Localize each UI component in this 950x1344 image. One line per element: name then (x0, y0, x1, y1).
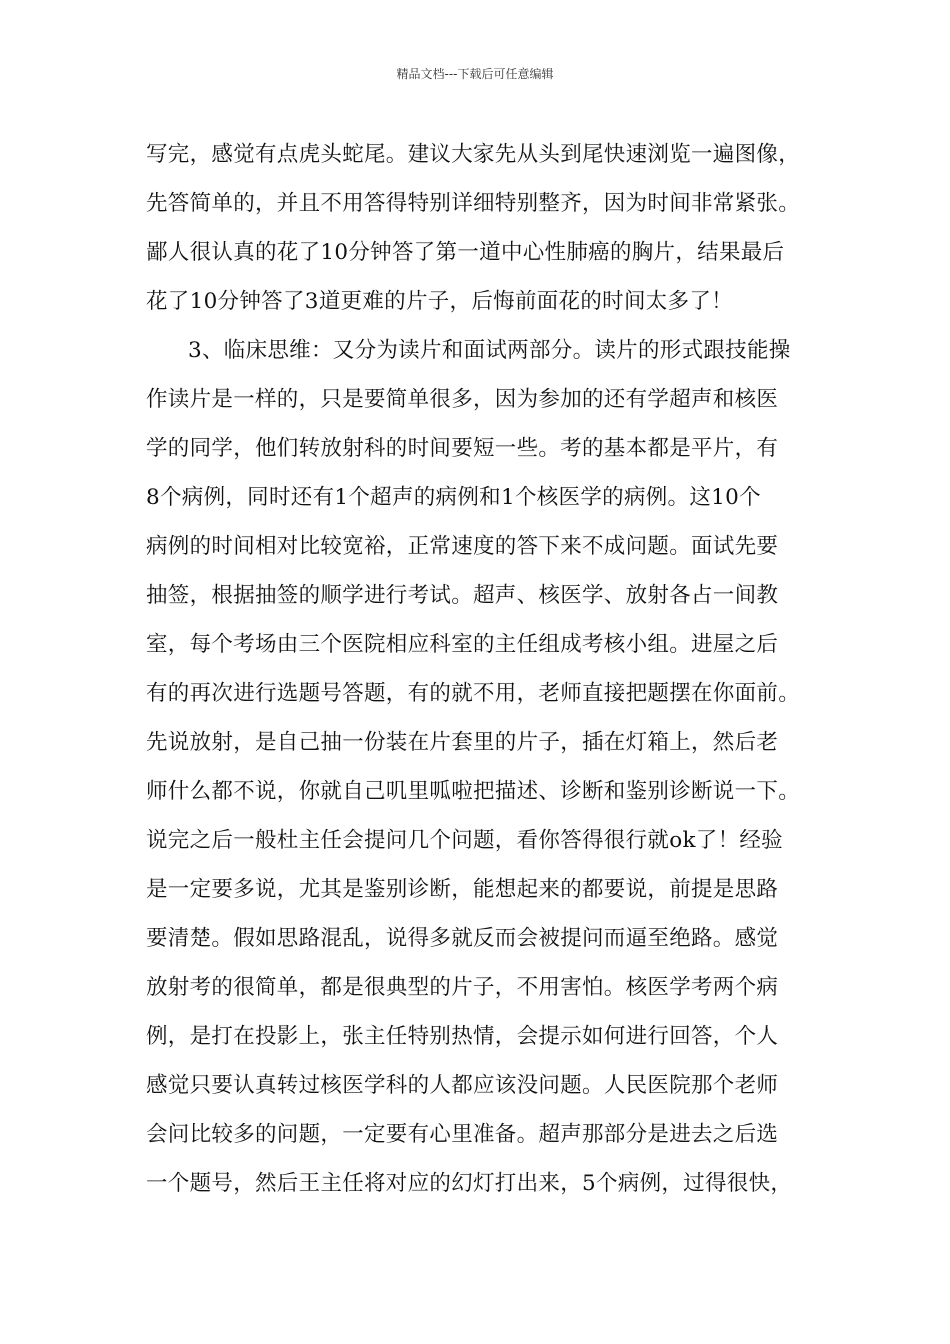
text-line: 写完，感觉有点虎头蛇尾。建议大家先从头到尾快速浏览一遍图像， (146, 142, 801, 167)
text-line: 先说放射，是自己抽一份装在片套里的片子，插在灯箱上，然后老 (146, 730, 779, 755)
text-line: 有的再次进行选题号答题，有的就不用，老师直接把题摆在你面前。 (146, 681, 801, 706)
text-line: 先答简单的，并且不用答得特别详细特别整齐，因为时间非常紧张。 (146, 191, 801, 216)
text-line: 抽签，根据抽签的顺学进行考试。超声、核医学、放射各占一间教 (146, 583, 779, 608)
page-header: 精品文档---下载后可任意编辑 (396, 67, 554, 81)
text-line: 学的同学，他们转放射科的时间要短一些。考的基本都是平片，有 (146, 436, 779, 461)
document-body (146, 130, 826, 1208)
text-line: 室，每个考场由三个医院相应科室的主任组成考核小组。进屋之后 (146, 632, 779, 657)
text-line: 放射考的很简单，都是很典型的片子，不用害怕。核医学考两个病 (146, 975, 779, 1000)
text-line: 说完之后一般杜主任会提问几个问题，看你答得很行就ok了！经验 (146, 828, 783, 853)
text-line: 作读片是一样的，只是要简单很多，因为参加的还有学超声和核医 (146, 387, 779, 412)
text-line: 感觉只要认真转过核医学科的人都应该没问题。人民医院那个老师 (146, 1073, 779, 1098)
text-line-paragraph-start: 3、临床思维：又分为读片和面试两部分。读片的形式跟技能操 (188, 338, 791, 363)
text-line: 师什么都不说，你就自己叽里呱啦把描述、诊断和鉴别诊断说一下。 (146, 779, 801, 804)
text-line: 鄙人很认真的花了10分钟答了第一道中心性肺癌的胸片，结果最后 (146, 240, 785, 265)
text-line: 例，是打在投影上，张主任特别热情，会提示如何进行回答，个人 (146, 1024, 779, 1049)
text-line: 花了10分钟答了3道更难的片子，后悔前面花的时间太多了！ (146, 289, 733, 314)
text-line: 8个病例，同时还有1个超声的病例和1个核医学的病例。这10个 (146, 485, 761, 510)
text-line: 会问比较多的问题，一定要有心里准备。超声那部分是进去之后选 (146, 1122, 779, 1147)
text-line: 要清楚。假如思路混乱，说得多就反而会被提问而逼至绝路。感觉 (146, 926, 779, 951)
text-line: 是一定要多说，尤其是鉴别诊断，能想起来的都要说，前提是思路 (146, 877, 779, 902)
text-line: 一个题号，然后王主任将对应的幻灯打出来，5个病例，过得很快， (146, 1171, 793, 1196)
text-line: 病例的时间相对比较宽裕，正常速度的答下来不成问题。面试先要 (146, 534, 779, 559)
